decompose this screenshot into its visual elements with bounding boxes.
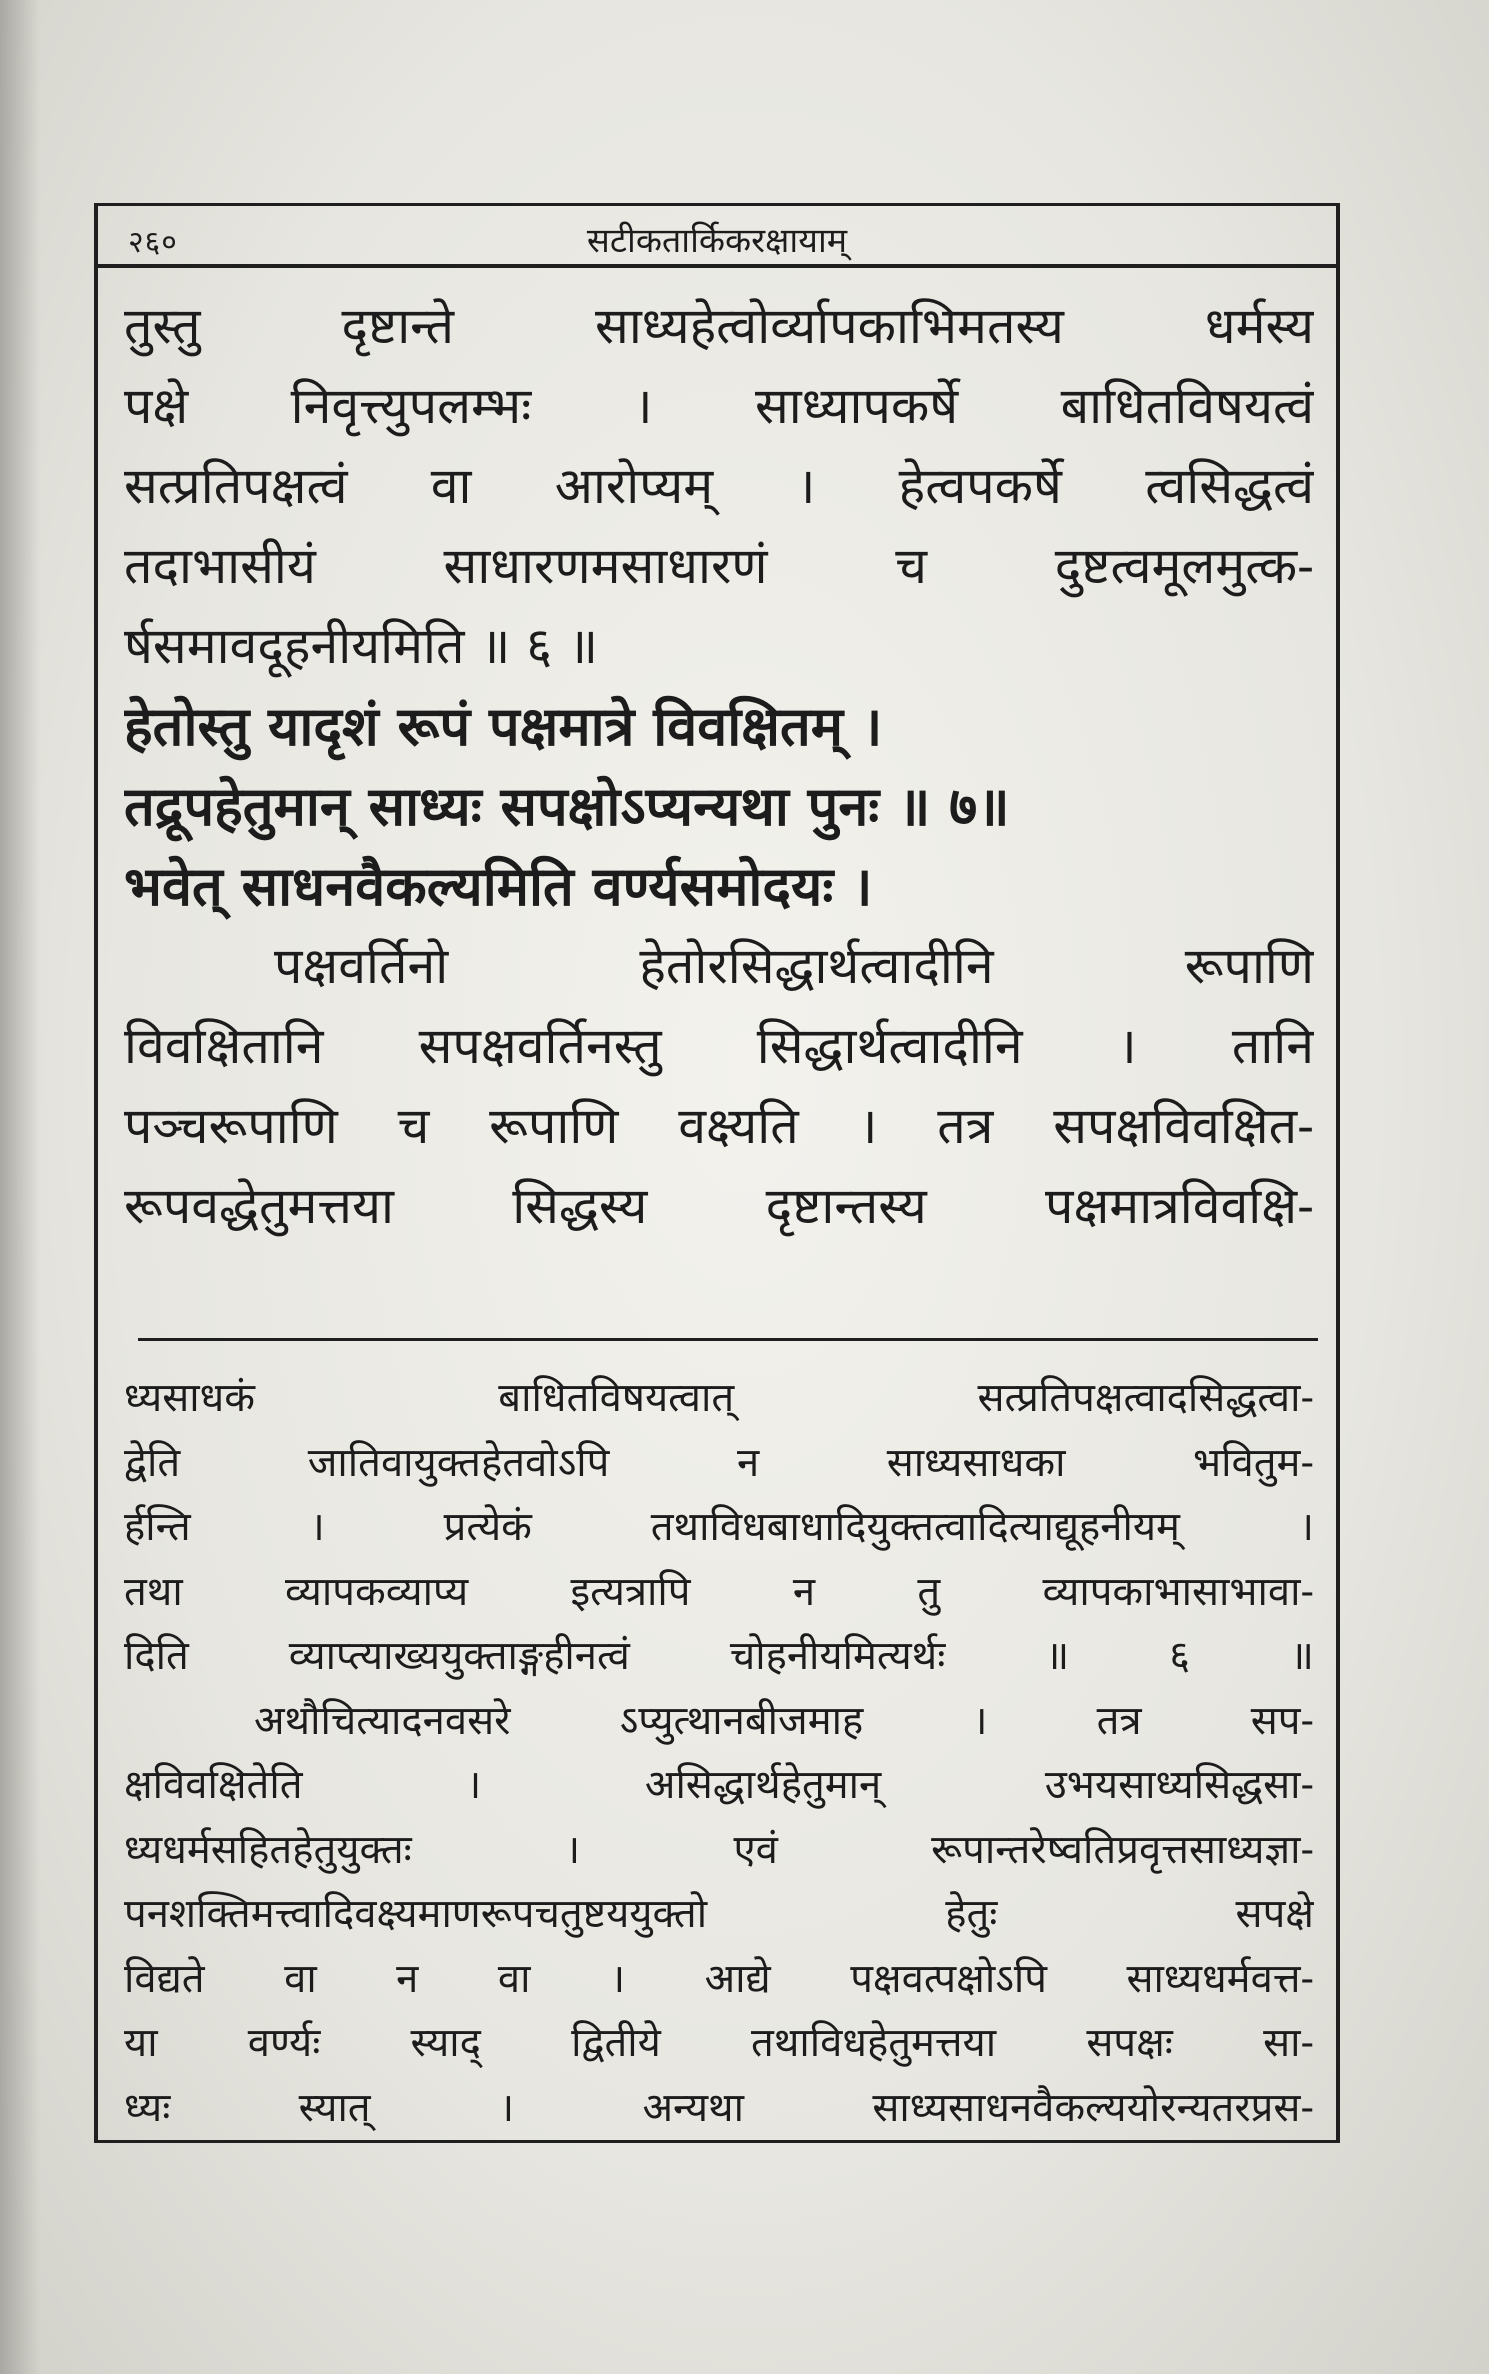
main-text-line: रूपवद्धेतुमत्तया सिद्धस्य दृष्टान्तस्य पक्षमात्रविवक्षि- bbox=[124, 1177, 1314, 1235]
commentary-line: विद्यते वा न वा । आद्ये पक्षवत्पक्षोऽपि साध्यधर्मवत्त- bbox=[124, 1955, 1314, 2002]
main-text-line: विवक्षितानि सपक्षवर्तिनस्तु सिद्धार्थत्वादीनि । तानि bbox=[124, 1017, 1314, 1075]
commentary-line: ध्यः स्यात् । अन्यथा साध्यसाधनवैकल्ययोरन्यतरप्रस- bbox=[124, 2084, 1314, 2131]
page-number: २६० bbox=[128, 225, 178, 260]
binding-shadow bbox=[0, 0, 40, 2374]
commentary-block bbox=[124, 1366, 1314, 2140]
page-frame bbox=[94, 203, 1340, 2143]
commentary-line: र्हन्ति । प्रत्येकं तथाविधबाधादियुक्तत्वादित्याद्यूहनीयम् । bbox=[124, 1504, 1314, 1550]
commentary-line: या वर्ण्यः स्याद् द्वितीये तथाविधहेतुमत्तया सपक्षः सा- bbox=[124, 2020, 1314, 2066]
verse-line: तद्रूपहेतुमान् साध्यः सपक्षोऽप्यन्यथा पुनः ॥ ७॥ bbox=[124, 774, 1010, 838]
main-text-line: पक्षवर्तिनो हेतोरसिद्धार्थत्वादीनि रूपाणि bbox=[274, 937, 1314, 995]
commentary-line: ध्यधर्मसहितहेतुयुक्तः । एवं रूपान्तरेष्वतिप्रवृत्तसाध्यज्ञा- bbox=[124, 1826, 1314, 1873]
main-text-line: तुस्तु दृष्टान्ते साध्यहेत्वोर्व्यापकाभिमतस्य धर्मस्य bbox=[124, 297, 1314, 355]
commentary-line: द्वेति जातिवायुक्तहेतवोऽपि न साध्यसाधका भवितुम- bbox=[124, 1439, 1314, 1486]
commentary-line: दिति व्याप्त्याख्ययुक्ताङ्गहीनत्वं चोहनीयमित्यर्थः ॥ ६ ॥ bbox=[124, 1633, 1314, 1679]
commentary-line: क्षविवक्षितेति । असिद्धार्थहेतुमान् उभयसाध्यसिद्धसा- bbox=[124, 1762, 1314, 1808]
main-text-line: पञ्चरूपाणि च रूपाणि वक्ष्यति । तत्र सपक्षविवक्षित- bbox=[124, 1097, 1314, 1155]
commentary-line: पनशक्तिमत्त्वादिवक्ष्यमाणरूपचतुष्टययुक्तो हेतुः सपक्षे bbox=[124, 1891, 1314, 1937]
verse-line: भवेत् साधनवैकल्यमिति वर्ण्यसमोदयः । bbox=[124, 854, 873, 918]
main-text-block bbox=[124, 286, 1314, 1246]
running-header bbox=[98, 206, 1336, 268]
main-text-line: र्षसमावदूहनीयमिति ॥ ६ ॥ bbox=[124, 617, 599, 675]
main-text-line: पक्षे निवृत्त्युपलम्भः । साध्यापकर्षे बाधितविषयत्वं bbox=[124, 377, 1314, 435]
commentary-line: अथौचित्यादनवसरे ऽप्युत्थानबीजमाह । तत्र सप- bbox=[254, 1697, 1314, 1744]
main-text-line: सत्प्रतिपक्षत्वं वा आरोप्यम् । हेत्वपकर्षे त्वसिद्धत्वं bbox=[124, 457, 1314, 515]
commentary-line: तथा व्यापकव्याप्य इत्यत्रापि न तु व्यापकाभासाभावा- bbox=[124, 1568, 1314, 1615]
commentary-divider bbox=[138, 1338, 1318, 1341]
verse-line: हेतोस्तु यादृशं रूपं पक्षमात्रे विवक्षितम् । bbox=[124, 694, 883, 758]
main-text-line: तदाभासीयं साधारणमसाधारणं च दुष्टत्वमूलमुत्क- bbox=[124, 537, 1314, 595]
commentary-line: ध्यसाधकं बाधितविषयत्वात् सत्प्रतिपक्षत्वादसिद्धत्वा- bbox=[124, 1375, 1314, 1421]
header-title: सटीकतार्किकरक्षायाम् bbox=[586, 221, 848, 261]
